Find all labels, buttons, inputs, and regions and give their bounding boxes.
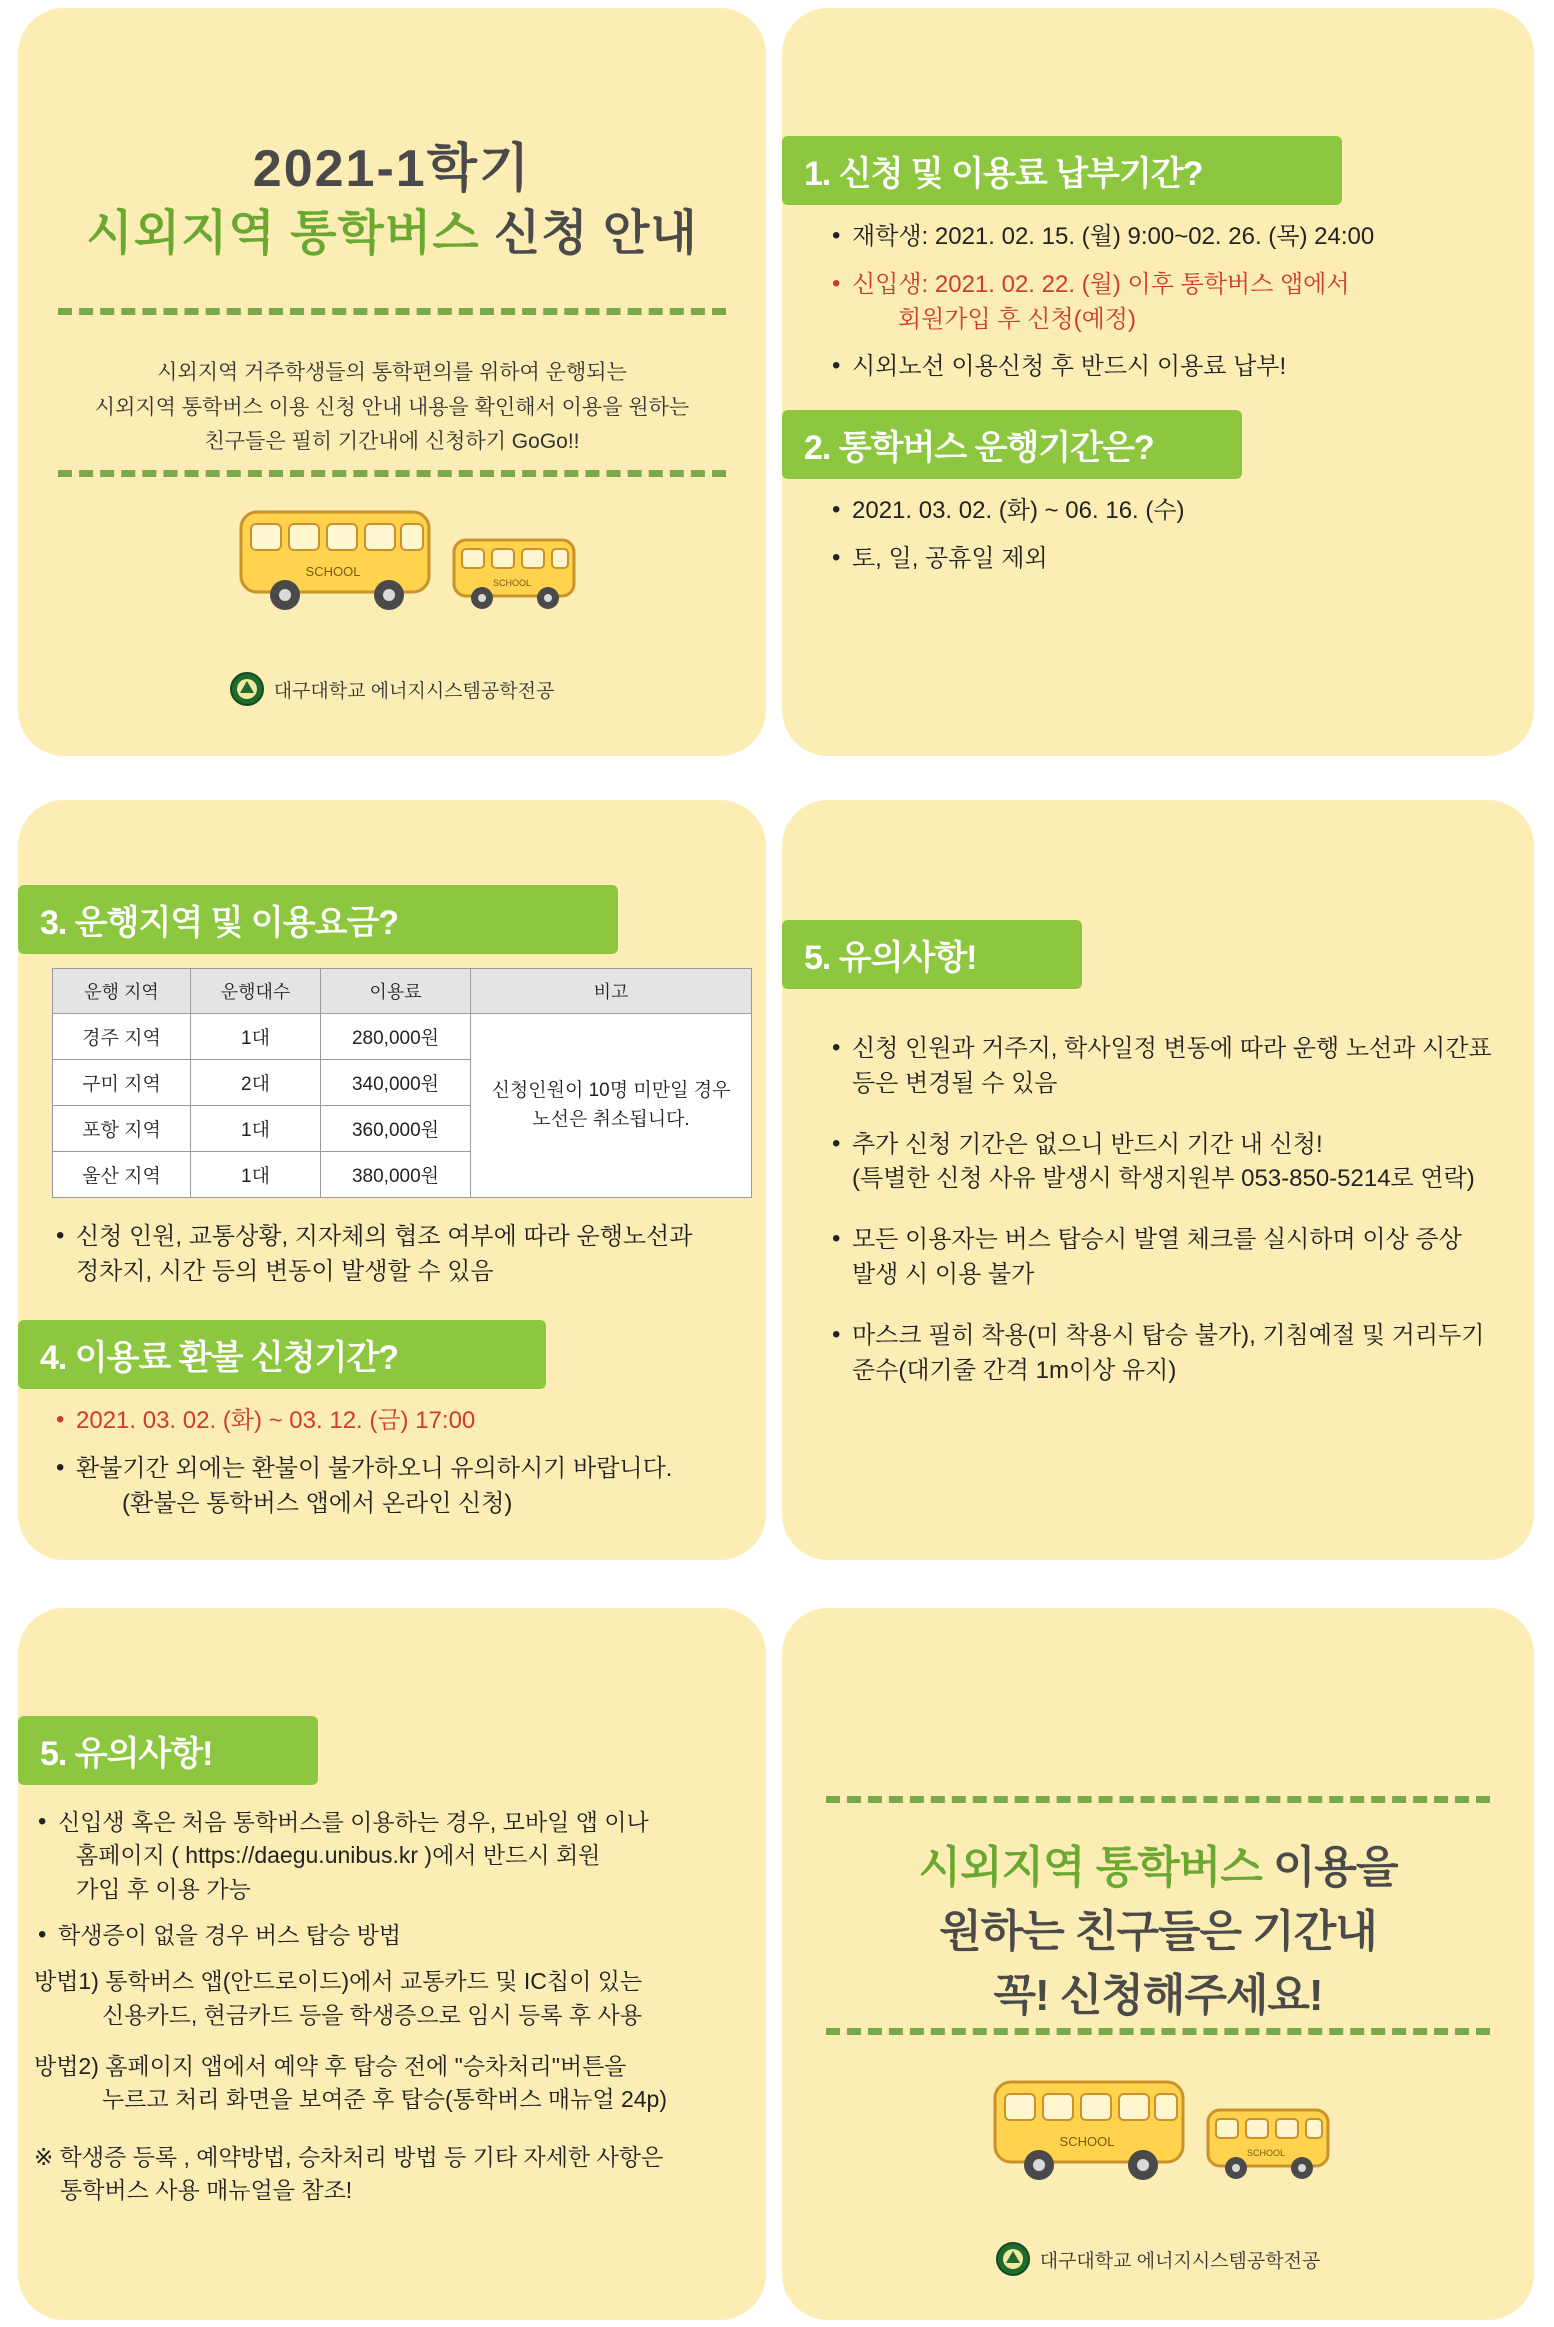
cell-note — [471, 1014, 752, 1198]
s5a-item-1-l1: 추가 신청 기간은 없으니 반드시 기간 내 신청! — [852, 1130, 1323, 1158]
section-2-item-1: 토, 일, 공휴일 제외 — [852, 544, 1048, 572]
poster-title — [18, 138, 766, 268]
cell-region-3: 울산 지역 — [53, 1152, 191, 1198]
final-line-1-highlight: 시외지역 통학버스 — [918, 1843, 1262, 1892]
school-bus-illustration — [18, 478, 766, 638]
cell-buses-3: 1대 — [191, 1152, 321, 1198]
list-item — [828, 350, 1504, 385]
s5b-item-2: 학생증이 없을 경우 버스 탑승 방법 — [58, 1922, 402, 1949]
cell-fare-0: 280,000원 — [321, 1014, 471, 1060]
section-1-item-1-sub: 회원가입 후 신청(예정) — [898, 305, 1136, 333]
university-emblem-icon — [996, 2242, 1030, 2276]
svg-text:SCHOOL: SCHOOL — [305, 564, 361, 579]
method-1 — [34, 1965, 744, 2032]
section-2-item-0: 2021. 03. 02. (화) ~ 06. 16. (수) — [852, 497, 1185, 524]
sections-3-4-card — [18, 800, 766, 1560]
section-5b-body — [34, 1806, 744, 2207]
intro-card — [18, 8, 766, 756]
section-3-header-bar — [18, 885, 618, 954]
title-line-2-highlight: 시외지역 통학버스 — [86, 207, 480, 261]
cell-region-2: 포항 지역 — [53, 1106, 191, 1152]
section-1-item-2: 시외노선 이용신청 후 반드시 이용료 납부! — [852, 353, 1287, 381]
footnote-line-2: 통학버스 사용 매뉴얼을 참조! — [60, 2177, 353, 2204]
method-1-line-1: 방법1) 통학버스 앱(안드로이드)에서 교통카드 및 IC칩이 있는 — [34, 1968, 643, 1995]
section-4-item-1: 환불기간 외에는 환불이 불가하오니 유의하시기 바랍니다. — [76, 1454, 673, 1482]
final-line-1 — [822, 1836, 1494, 1900]
section-4-item-1-sub: (환불은 통학버스 앱에서 온라인 신청) — [122, 1489, 513, 1517]
final-callout-card — [782, 1608, 1534, 2320]
method-1-line-2: 신용카드, 현금카드 등을 학생증으로 임시 등록 후 사용 — [102, 2001, 642, 2028]
s5a-item-3-l1: 마스크 필히 착용(미 착용시 탑승 불가), 기침예절 및 거리두기 — [852, 1321, 1485, 1349]
university-emblem-icon — [230, 672, 264, 706]
list-item — [52, 1452, 740, 1522]
method-2-line-1: 방법2) 홈페이지 앱에서 예약 후 탑승 전에 "승차처리"버튼을 — [34, 2053, 627, 2080]
title-line-2-rest: 신청 안내 — [479, 207, 698, 261]
cell-buses-1: 2대 — [191, 1060, 321, 1106]
section-2-list — [828, 494, 1504, 590]
s5a-item-3-l2: 준수(대기줄 간격 1m이상 유지) — [852, 1356, 1177, 1384]
s5b-item-1-l1: 신입생 혹은 처음 통학버스를 이용하는 경우, 모바일 앱 이나 — [58, 1809, 649, 1835]
list-item — [34, 1806, 744, 1906]
intro-line-1: 시외지역 거주학생들의 통학편의를 위하여 운행되는 — [157, 361, 627, 384]
cell-region-1: 구미 지역 — [53, 1060, 191, 1106]
list-item — [828, 1032, 1508, 1102]
section-5b-header: 5. 유의사항! — [40, 1735, 213, 1773]
section-5a-card — [782, 800, 1534, 1560]
section-3-list — [52, 1220, 740, 1303]
footnote-line-1: ※ 학생증 등록 , 예약방법, 승차처리 방법 등 기타 자세한 사항은 — [34, 2143, 664, 2170]
section-1-header-bar — [782, 136, 1342, 205]
note-line-2: 노선은 취소됩니다. — [532, 1108, 690, 1130]
title-line-2 — [18, 200, 766, 267]
cell-fare-1: 340,000원 — [321, 1060, 471, 1106]
cell-buses-0: 1대 — [191, 1014, 321, 1060]
section-3-bullet-line-2: 정차지, 시간 등의 변동이 발생할 수 있음 — [76, 1257, 494, 1285]
cell-fare-3: 380,000원 — [321, 1152, 471, 1198]
section-5a-header-bar — [782, 920, 1082, 989]
section-5a-list — [828, 1032, 1508, 1401]
final-line-2: 원하는 친구들은 기간내 — [939, 1906, 1377, 1956]
cell-fare-2: 360,000원 — [321, 1106, 471, 1152]
list-item — [828, 1223, 1508, 1293]
list-item — [828, 1128, 1508, 1198]
s5a-item-2-l1: 모든 이용자는 버스 탑승시 발열 체크를 실시하며 이상 증상 — [852, 1226, 1462, 1254]
s5a-item-2-l2: 발생 시 이용 불가 — [852, 1260, 1035, 1288]
section-2-header: 2. 통학버스 운행기간은? — [804, 429, 1154, 467]
final-divider-top — [826, 1796, 1490, 1803]
col-note: 비고 — [471, 969, 752, 1014]
intro-line-3: 친구들은 필히 기간내에 신청하기 GoGo!! — [204, 430, 580, 454]
section-4-header-bar — [18, 1320, 546, 1389]
title-line-1: 2021-1학기 — [252, 140, 532, 198]
note-line-1: 신청인원이 10명 미만일 경우 — [491, 1080, 731, 1101]
fare-table — [52, 968, 752, 1198]
school-bus-illustration-bottom — [782, 2048, 1534, 2218]
s5a-item-0-l2: 등은 변경될 수 있음 — [852, 1069, 1058, 1097]
section-4-header: 4. 이용료 환불 신청기간? — [40, 1339, 399, 1377]
section-3-header: 3. 운행지역 및 이용요금? — [40, 904, 399, 942]
section-3-bullet-line-1: 신청 인원, 교통상황, 지자체의 협조 여부에 따라 운행노선과 — [76, 1223, 693, 1250]
list-item — [52, 1404, 740, 1439]
section-5b-card — [18, 1608, 766, 2320]
sections-1-2-card — [782, 8, 1534, 756]
section-5a-header: 5. 유의사항! — [804, 939, 977, 977]
university-logo-row — [18, 672, 766, 706]
university-logo-row-bottom — [782, 2242, 1534, 2276]
s5b-item-1-l3: 가입 후 이용 가능 — [76, 1875, 251, 1902]
cell-region-0: 경주 지역 — [53, 1014, 191, 1060]
cell-buses-2: 1대 — [191, 1106, 321, 1152]
section-4-item-0: 2021. 03. 02. (화) ~ 03. 12. (금) 17:00 — [76, 1407, 476, 1434]
section-2-header-bar — [782, 410, 1242, 479]
svg-text:SCHOOL: SCHOOL — [492, 578, 532, 588]
col-region: 운행 지역 — [53, 969, 191, 1014]
divider-top — [58, 308, 726, 315]
svg-text:SCHOOL: SCHOOL — [1059, 2134, 1115, 2149]
section-1-header: 1. 신청 및 이용료 납부기간? — [804, 155, 1203, 193]
s5a-item-1-l2: (특별한 신청 사유 발생시 학생지원부 053-850-5214로 연락) — [852, 1165, 1475, 1193]
table-row — [53, 1014, 752, 1060]
list-item — [828, 220, 1504, 255]
list-item — [828, 268, 1504, 338]
list-item — [828, 494, 1504, 529]
s5b-item-1-l2: 홈페이지 ( https://daegu.unibus.kr )에서 반드시 회원 — [76, 1842, 601, 1869]
section-1-list — [828, 220, 1504, 398]
section-5b-footnote — [34, 2141, 744, 2208]
university-name-bottom: 대구대학교 에너지시스템공학전공 — [1039, 2250, 1321, 2272]
section-1-item-0: 재학생: 2021. 02. 15. (월) 9:00~02. 26. (목) 24:00 — [852, 223, 1375, 250]
final-divider-bottom — [826, 2028, 1490, 2035]
section-4-list — [52, 1404, 740, 1534]
final-line-1-rest: 이용을 — [1261, 1843, 1398, 1892]
svg-text:SCHOOL: SCHOOL — [1246, 2148, 1286, 2158]
list-item — [828, 542, 1504, 577]
section-5b-header-bar — [18, 1716, 318, 1785]
university-name: 대구대학교 에너지시스템공학전공 — [273, 680, 555, 702]
method-2 — [34, 2050, 744, 2117]
table-header-row — [53, 969, 752, 1014]
col-buses: 운행대수 — [191, 969, 321, 1014]
method-2-line-2: 누르고 처리 화면을 보여준 후 탑승(통학버스 매뉴얼 24p) — [102, 2086, 668, 2113]
section-1-item-1: 신입생: 2021. 02. 22. (월) 이후 통학버스 앱에서 — [852, 270, 1350, 298]
list-item — [34, 1919, 744, 1952]
intro-line-2: 시외지역 통학버스 이용 신청 안내 내용을 확인해서 이용을 원하는 — [94, 395, 690, 419]
divider-bottom — [58, 470, 726, 477]
intro-description — [78, 356, 706, 460]
list-item — [828, 1319, 1508, 1389]
s5a-item-0-l1: 신청 인원과 거주지, 학사일정 변동에 따라 운행 노선과 시간표 — [852, 1035, 1492, 1062]
col-fare: 이용료 — [321, 969, 471, 1014]
list-item — [52, 1220, 740, 1290]
final-message — [822, 1836, 1494, 2027]
section-5b-list — [34, 1806, 744, 1952]
final-line-3: 꼭! 신청해주세요! — [993, 1970, 1323, 2020]
fare-table-wrap — [52, 968, 752, 1198]
